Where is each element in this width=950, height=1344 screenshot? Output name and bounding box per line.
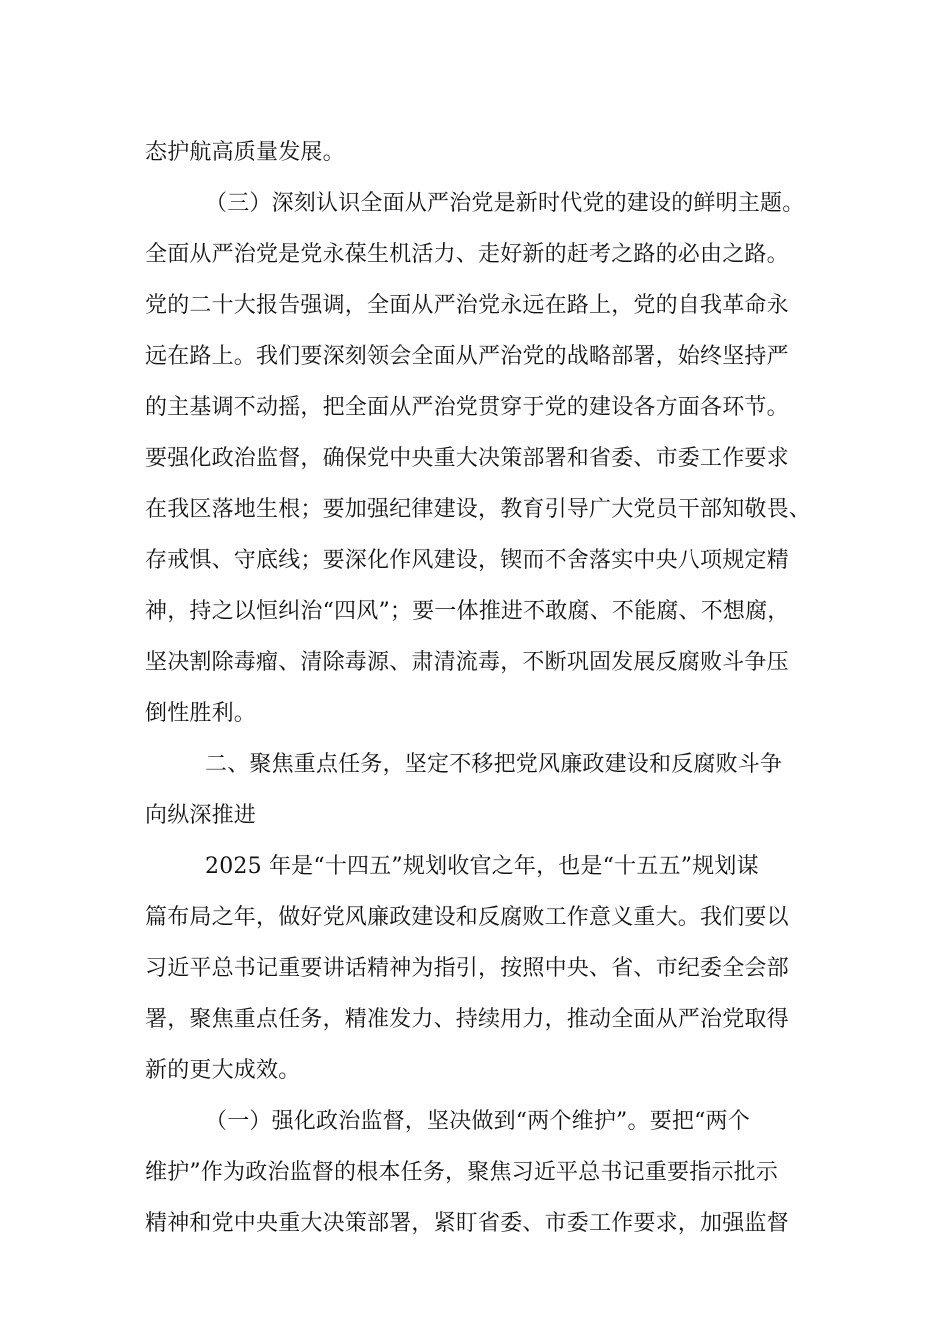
text-line: 维护”作为政治监督的根本任务，聚焦习近平总书记重要指示批示 — [145, 1160, 779, 1185]
text-line: 坚决割除毒瘤、清除毒源、肃清流毒，不断巩固发展反腐败斗争压 — [145, 650, 789, 675]
text-line: 习近平总书记重要讲话精神为指引，按照中央、省、市纪委全会部 — [145, 956, 789, 981]
text-line: 态护航高质量发展。 — [145, 140, 345, 165]
text-line: 署，聚焦重点任务，精准发力、持续用力，推动全面从严治党取得 — [145, 1007, 789, 1032]
text-line: 篇布局之年，做好党风廉政建设和反腐败工作意义重大。我们要以 — [145, 905, 789, 930]
text-line: 2025 年是“十四五”规划收官之年，也是“十五五”规划谋 — [205, 854, 759, 879]
subheading-1: （一）强化政治监督，坚决做到“两个维护”。要把“两个 — [205, 1109, 750, 1134]
text-line: 新的更大成效。 — [145, 1058, 301, 1083]
text-line: 倒性胜利。 — [145, 701, 257, 726]
text-line: 的主基调不动摇，把全面从严治党贯穿于党的建设各方面各环节。 — [145, 395, 789, 420]
text-line: 在我区落地生根；要加强纪律建设，教育引导广大党员干部知敬畏、 — [145, 497, 812, 522]
subheading-3: （三）深刻认识全面从严治党是新时代党的建设的鲜明主题。 — [205, 191, 805, 216]
section-heading-2: 二、聚焦重点任务，坚定不移把党风廉政建设和反腐败斗争 — [205, 752, 783, 777]
text-line: 远在路上。我们要深刻领会全面从严治党的战略部署，始终坚持严 — [145, 344, 789, 369]
text-line: 精神和党中央重大决策部署，紧盯省委、市委工作要求，加强监督 — [145, 1211, 789, 1236]
text-line: 要强化政治监督，确保党中央重大决策部署和省委、市委工作要求 — [145, 446, 789, 471]
section-heading-2-cont: 向纵深推进 — [145, 803, 257, 828]
text-line: 党的二十大报告强调，全面从严治党永远在路上，党的自我革命永 — [145, 293, 789, 318]
text-line: 神，持之以恒纠治“四风”；要一体推进不敢腐、不能腐、不想腐， — [145, 599, 790, 624]
text-line: 存戒惧、守底线；要深化作风建设，锲而不舍落实中央八项规定精 — [145, 548, 789, 573]
text-line: 全面从严治党是党永葆生机活力、走好新的赶考之路的必由之路。 — [145, 242, 789, 267]
